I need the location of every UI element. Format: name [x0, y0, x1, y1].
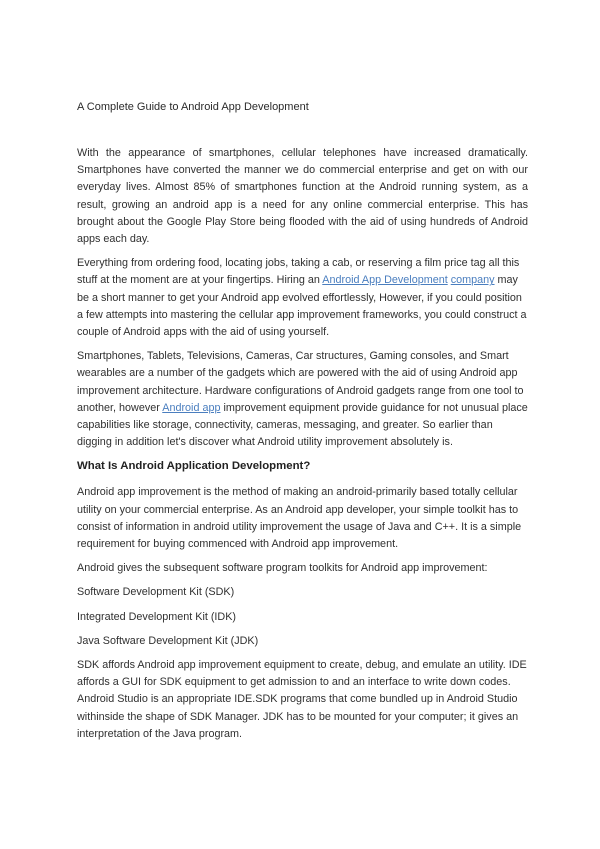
section-heading-what-is: What Is Android Application Development? [77, 460, 311, 473]
document-title: A Complete Guide to Android App Development [77, 101, 309, 113]
paragraph-definition: Android app improvement is the method of making an android-primarily based totally cellular utility on your commercial enterprise. As an Android app developer, your simple toolkit has to consist of information in android utility improvement the usage of Java and C++. It is a simple requirement for buying commenced with Android app improvement. [77, 486, 522, 551]
android-app-link[interactable]: Android app [162, 401, 221, 414]
paragraph-devices-text-after: improvement equipment provide guidance for not unusual place capabilities like storage, connectivity, cameras, messaging, and greater. So earlier than digging in addition let's discover what Android utility improvement absolutely is. [77, 401, 528, 449]
paragraph-everything [77, 255, 528, 341]
paragraph-devices [77, 348, 528, 451]
android-app-development-link[interactable]: Android App Development [322, 274, 448, 287]
paragraph-devices-text-before: Smartphones, Tablets, Televisions, Cameras, Car structures, Gaming consoles, and Smart wearables are a number of the gadgets which are powered with the aid of using Android app improvement architecture. Hardware configurations of Android gadgets range from one tool to another, however [77, 350, 524, 414]
paragraph-everything-text-before: Everything from ordering food, locating jobs, taking a cab, or reserving a film price tag all this stuff at the moment are at your fingertips. Hiring an [77, 257, 520, 287]
toolkit-item-sdk: Software Development Kit (SDK) [77, 586, 235, 599]
paragraph-intro: With the appearance of smartphones, cellular telephones have increased dramatically. Smartphones have converted the manner we do commercial enterprise and get on with our everyday lives. Almost 85% of smartphones function at the Android running system, as a result, growing an android app is a need for any online commercial enterprise. This has brought about the Google Play Store being flooded with the aid of using hundreds of Android apps each day. [77, 147, 528, 246]
paragraph-everything-text-after: may be a short manner to get your Android app evolved effortlessly, However, if you could position a few attempts into mastering the cellular app improvement frameworks, you could construct a couple of Android apps with the aid of using yourself. [77, 274, 527, 339]
toolkit-item-jdk: Java Software Development Kit (JDK) [77, 634, 259, 647]
paragraph-toolkits-intro: Android gives the subsequent software program toolkits for Android app improvement: [77, 562, 488, 575]
paragraph-sdk-details: SDK affords Android app improvement equipment to create, debug, and emulate an utility. IDE affords a GUI for SDK equipment to get admission to and an interface to write down codes. Android Studio is an appropriate IDE.SDK programs that come bundled up in Android Studio withinside the shape of SDK Manager. JDK has to be mounted for your computer; it gives an interpretation of the Java program. [77, 659, 527, 740]
company-link[interactable]: company [450, 274, 495, 287]
toolkit-item-idk: Integrated Development Kit (IDK) [77, 610, 237, 623]
